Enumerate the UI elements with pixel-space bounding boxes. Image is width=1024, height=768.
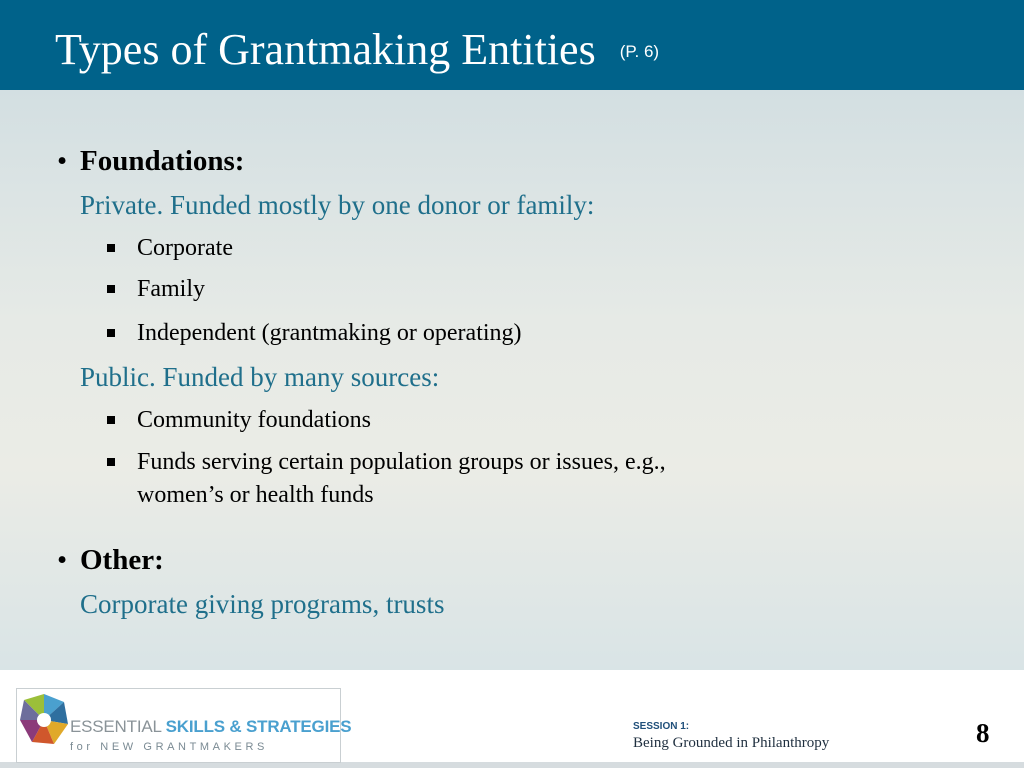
session-title: Being Grounded in Philanthropy bbox=[633, 735, 830, 751]
square-bullet-icon bbox=[107, 416, 115, 424]
square-bullet-icon bbox=[107, 244, 115, 252]
list-item-text: Independent (grantmaking or operating) bbox=[137, 320, 522, 346]
square-bullet-icon bbox=[107, 458, 115, 466]
slide-title-text: Types of Grantmaking Entities bbox=[55, 25, 596, 74]
list-item-text: Corporate bbox=[137, 235, 233, 261]
list-item-text: Community foundations bbox=[137, 407, 371, 433]
program-logo bbox=[16, 688, 352, 763]
subheading-other: Corporate giving programs, trusts bbox=[80, 589, 445, 619]
bullet-heading: Other: bbox=[80, 544, 164, 576]
bullet-dot: • bbox=[57, 544, 68, 576]
bullet-heading: Foundations: bbox=[80, 145, 245, 177]
slide-title bbox=[55, 24, 659, 78]
square-bullet-icon bbox=[107, 285, 115, 293]
list-item-text: women’s or health funds bbox=[137, 482, 374, 508]
logo-word-skills: SKILLS & STRATEGIES bbox=[165, 717, 352, 736]
square-bullet-icon bbox=[107, 329, 115, 337]
aperture-logo-icon bbox=[18, 690, 70, 750]
list-item-text: Family bbox=[137, 276, 206, 302]
page-number: 8 bbox=[976, 718, 990, 748]
logo-word-essential: ESSENTIAL bbox=[70, 717, 162, 736]
bullet-dot: • bbox=[57, 145, 68, 177]
logo-wordmark bbox=[70, 717, 351, 737]
session-label: SESSION 1: bbox=[633, 721, 690, 732]
title-bar bbox=[0, 0, 1024, 90]
logo-tagline: for NEW GRANTMAKERS bbox=[70, 741, 268, 753]
list-item-text: Funds serving certain population groups or issues, e.g., bbox=[137, 449, 666, 475]
subheading-public: Public. Funded by many sources: bbox=[80, 362, 440, 392]
subheading-private: Private. Funded mostly by one donor or family: bbox=[80, 190, 595, 220]
page-reference: (P. 6) bbox=[619, 42, 660, 61]
